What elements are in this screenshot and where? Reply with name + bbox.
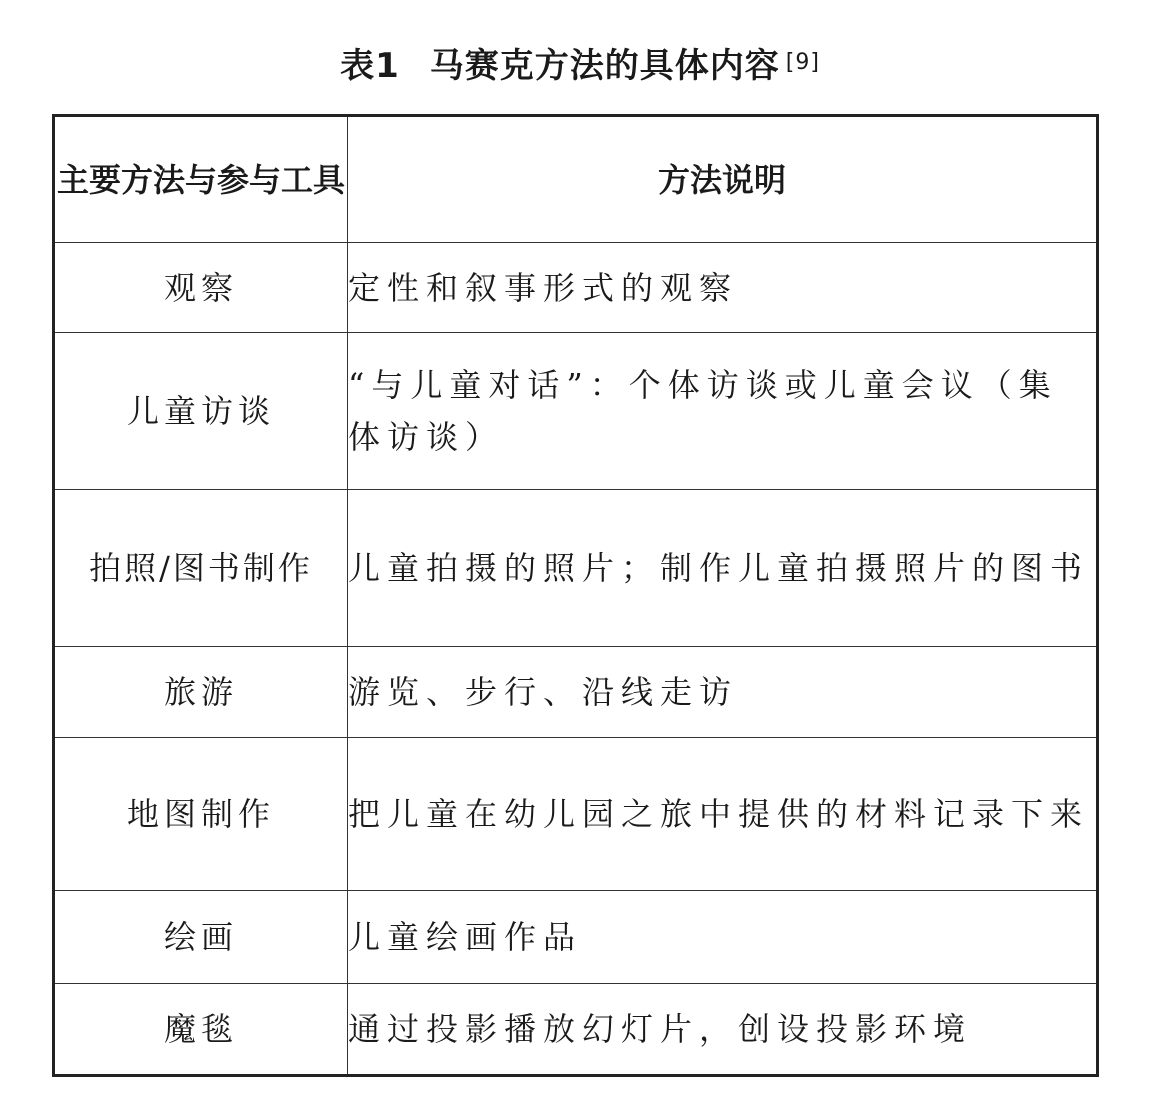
table-row: [54, 647, 1098, 738]
description-cell: 定性和叙事形式的观察: [348, 243, 1098, 333]
description-cell: 把儿童在幼儿园之旅中提供的材料记录下来: [348, 738, 1098, 891]
method-table: [52, 114, 1099, 1077]
table-row: [54, 243, 1098, 333]
table-row: [54, 738, 1098, 891]
method-cell: 观察: [54, 243, 348, 333]
table-row: [54, 984, 1098, 1076]
method-cell: 拍照/图书制作: [54, 490, 348, 647]
description-cell: 儿童拍摄的照片；制作儿童拍摄照片的图书: [348, 490, 1098, 647]
table-number: 表1: [340, 46, 400, 86]
description-cell: 儿童绘画作品: [348, 891, 1098, 984]
method-cell: 地图制作: [54, 738, 348, 891]
method-cell: 儿童访谈: [54, 333, 348, 490]
table-row: [54, 333, 1098, 490]
table-title: 马赛克方法的具体内容: [429, 46, 780, 86]
table-header-row: [54, 116, 1098, 243]
description-cell: “与儿童对话”：个体访谈或儿童会议（集体访谈）: [348, 333, 1098, 490]
header-description: 方法说明: [348, 116, 1098, 243]
method-cell: 旅游: [54, 647, 348, 738]
description-cell: 游览、步行、沿线走访: [348, 647, 1098, 738]
description-cell: 通过投影播放幻灯片，创设投影环境: [348, 984, 1098, 1076]
table-caption: [0, 40, 1160, 97]
header-methods: 主要方法与参与工具: [54, 116, 348, 243]
method-cell: 魔毯: [54, 984, 348, 1076]
method-cell: 绘画: [54, 891, 348, 984]
reference-marker: [9]: [785, 50, 820, 75]
table-row: [54, 891, 1098, 984]
table-row: [54, 490, 1098, 647]
